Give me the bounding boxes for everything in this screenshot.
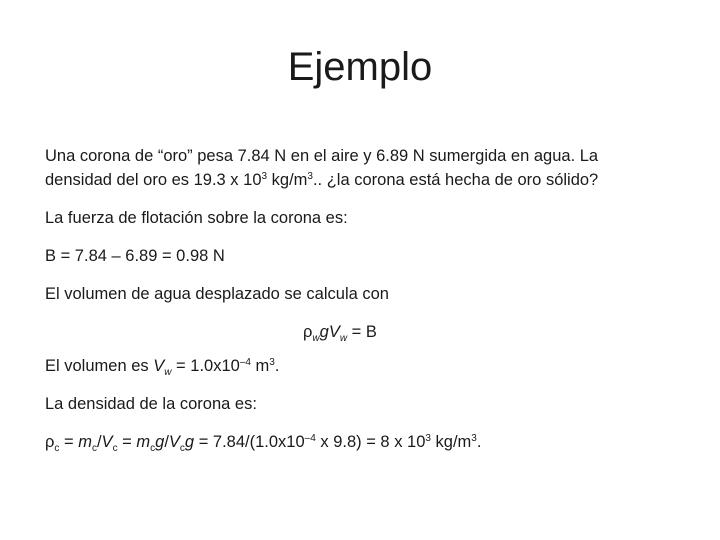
exponent: 3 bbox=[261, 170, 268, 182]
subscript: c bbox=[150, 443, 156, 455]
rho-symbol: ρ bbox=[45, 433, 55, 451]
buoyancy-intro: La fuerza de flotación sobre la corona es: bbox=[45, 209, 348, 227]
var-g: g bbox=[319, 323, 329, 341]
var-V: V bbox=[328, 323, 340, 341]
exponent: 3 bbox=[471, 432, 477, 444]
equation-text: / bbox=[164, 433, 169, 451]
var-m: m bbox=[78, 433, 92, 451]
subscript: c bbox=[54, 443, 60, 455]
subscript: w bbox=[312, 333, 320, 345]
volume-result bbox=[45, 354, 685, 378]
equation-text: . bbox=[476, 433, 482, 451]
problem-line-1: Una corona de “oro” pesa 7.84 N en el aire y 6.89 N sumergida en agua. La bbox=[45, 147, 599, 165]
slide-title: Ejemplo bbox=[287, 45, 433, 89]
var-m: m bbox=[136, 433, 151, 451]
volume-intro: El volumen de agua desplazado se calcula con bbox=[45, 285, 389, 303]
density-intro: La densidad de la corona es: bbox=[45, 395, 257, 413]
buoyancy-equation: B = 7.84 – 6.89 = 0.98 N bbox=[45, 247, 225, 265]
problem-text: kg/m bbox=[267, 171, 308, 189]
equation-text: = 7.84/(1.0x10 bbox=[194, 433, 305, 451]
equation-text: / bbox=[96, 433, 102, 451]
density-equation bbox=[45, 430, 685, 454]
subscript: c bbox=[112, 443, 118, 455]
exponent: –4 bbox=[239, 356, 251, 368]
equation-text: = bbox=[117, 433, 137, 451]
subscript: w bbox=[339, 333, 348, 345]
exponent: 3 bbox=[269, 356, 275, 368]
var-g: g bbox=[155, 433, 165, 451]
problem-line-2 bbox=[45, 168, 685, 192]
exponent: 3 bbox=[307, 170, 313, 182]
subscript: c bbox=[179, 443, 185, 455]
equation-text: x 9.8) = 8 x 10 bbox=[315, 433, 426, 451]
var-g: g bbox=[184, 433, 195, 451]
unit-text: m bbox=[250, 357, 270, 375]
equation-text: = bbox=[59, 433, 79, 451]
problem-text: densidad del oro es 19.3 x 10 bbox=[45, 171, 262, 189]
problem-text: .. ¿la corona está hecha de oro sólido? bbox=[312, 171, 599, 189]
slide-body bbox=[45, 144, 685, 454]
rho-symbol: ρ bbox=[303, 323, 313, 341]
var-V: V bbox=[101, 433, 113, 451]
exponent: –4 bbox=[304, 432, 316, 444]
result-text: = 1.0x10 bbox=[171, 357, 240, 375]
var-V: V bbox=[168, 433, 180, 451]
result-text: . bbox=[274, 357, 280, 375]
subscript: w bbox=[164, 367, 172, 379]
volume-equation bbox=[45, 320, 685, 344]
result-text: El volumen es bbox=[45, 357, 154, 375]
equation-text: = B bbox=[347, 323, 377, 341]
unit-text: kg/m bbox=[430, 433, 472, 451]
subscript: c bbox=[91, 443, 97, 455]
var-V: V bbox=[153, 357, 165, 375]
exponent: 3 bbox=[425, 432, 431, 444]
